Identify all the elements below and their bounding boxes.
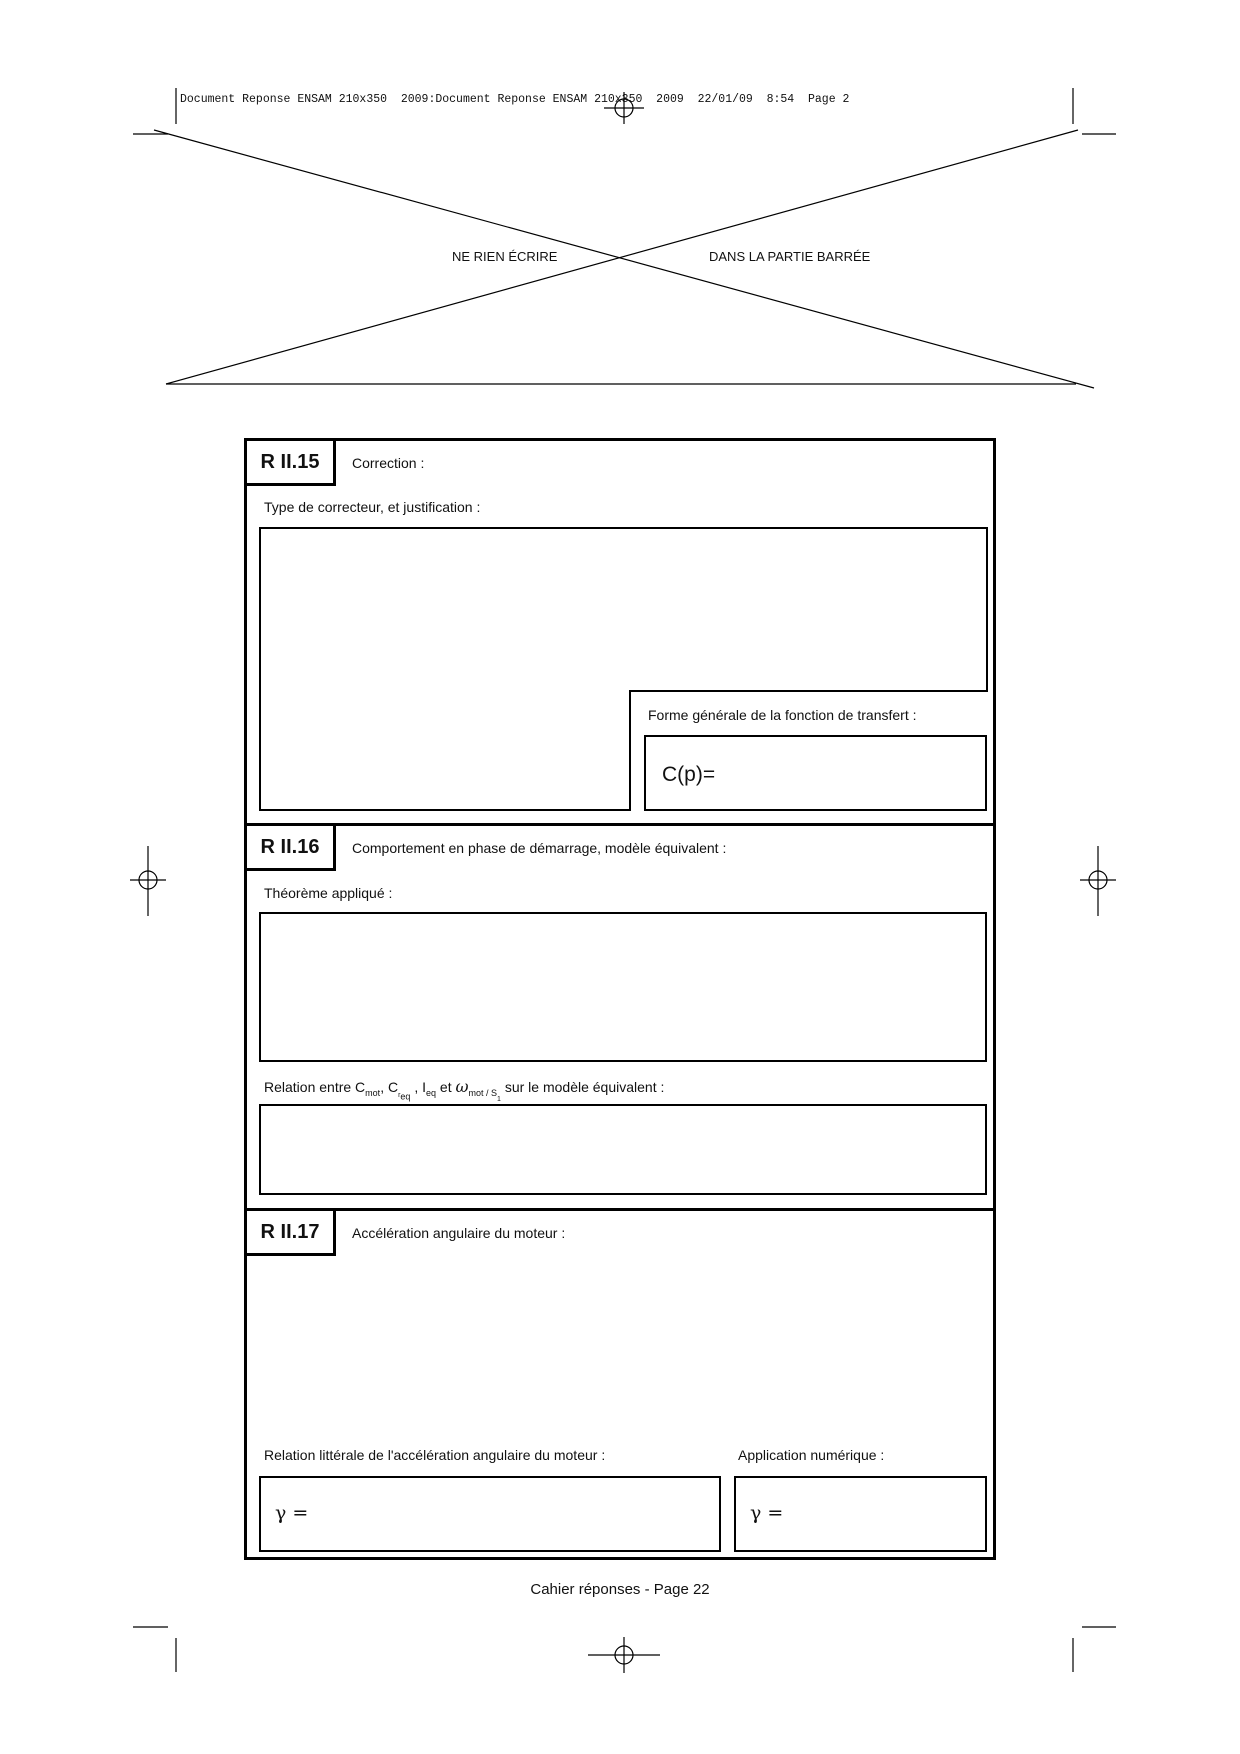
- print-header: Document Reponse ENSAM 210x350 2009:Document Reponse ENSAM 210x350 2009 22/01/09 8:54 Page 2: [180, 93, 850, 106]
- gamma-numerique-prefix: γ =: [750, 1502, 784, 1524]
- label-theoreme: Théorème appliqué :: [264, 885, 393, 901]
- field-transfer-function[interactable]: [644, 735, 987, 811]
- field-theoreme[interactable]: [259, 912, 987, 1062]
- registration-mark-bottom: [588, 1637, 660, 1673]
- label-relation-litterale: Relation littérale de l'accélération angulaire du moteur :: [264, 1447, 606, 1463]
- registration-mark-right: [1080, 846, 1116, 916]
- barred-zone-right-text: DANS LA PARTIE BARRÉE: [709, 249, 871, 264]
- section-title-rii15: Correction :: [352, 455, 425, 471]
- label-forme-generale: Forme générale de la fonction de transfert :: [648, 707, 917, 723]
- label-relation-couples: Relation entre $C_{mot}$, $C_{r_{eq}}$ , $I_{eq}$ et $\omega_{mot / S_1}$ sur le modèle équivalent :: [264, 1077, 665, 1103]
- registration-mark-left: [130, 846, 166, 916]
- section-tag-rii16: R II.16: [244, 823, 336, 871]
- section-divider-1: [244, 823, 996, 826]
- field-gamma-numerique[interactable]: [734, 1476, 987, 1552]
- barred-zone-lines: [154, 130, 1094, 388]
- page-footer: Cahier réponses - Page 22: [530, 1581, 710, 1598]
- transfer-function-prefix: C(p)=: [662, 763, 716, 786]
- section-tag-rii15: R II.15: [244, 438, 336, 486]
- registration-mark-top: [604, 92, 644, 124]
- section-title-rii16: Comportement en phase de démarrage, modèle équivalent :: [352, 840, 727, 856]
- label-type-correcteur: Type de correcteur, et justification :: [264, 499, 481, 515]
- gamma-litteral-prefix: γ =: [275, 1502, 309, 1524]
- section-divider-2: [244, 1208, 996, 1211]
- field-gamma-litteral[interactable]: [259, 1476, 721, 1552]
- label-application-numerique: Application numérique :: [738, 1447, 885, 1463]
- section-tag-rii17: R II.17: [244, 1208, 336, 1256]
- field-relation-couples[interactable]: [259, 1104, 987, 1195]
- section-title-rii17: Accélération angulaire du moteur :: [352, 1225, 566, 1241]
- barred-zone-left-text: NE RIEN ÉCRIRE: [452, 249, 558, 264]
